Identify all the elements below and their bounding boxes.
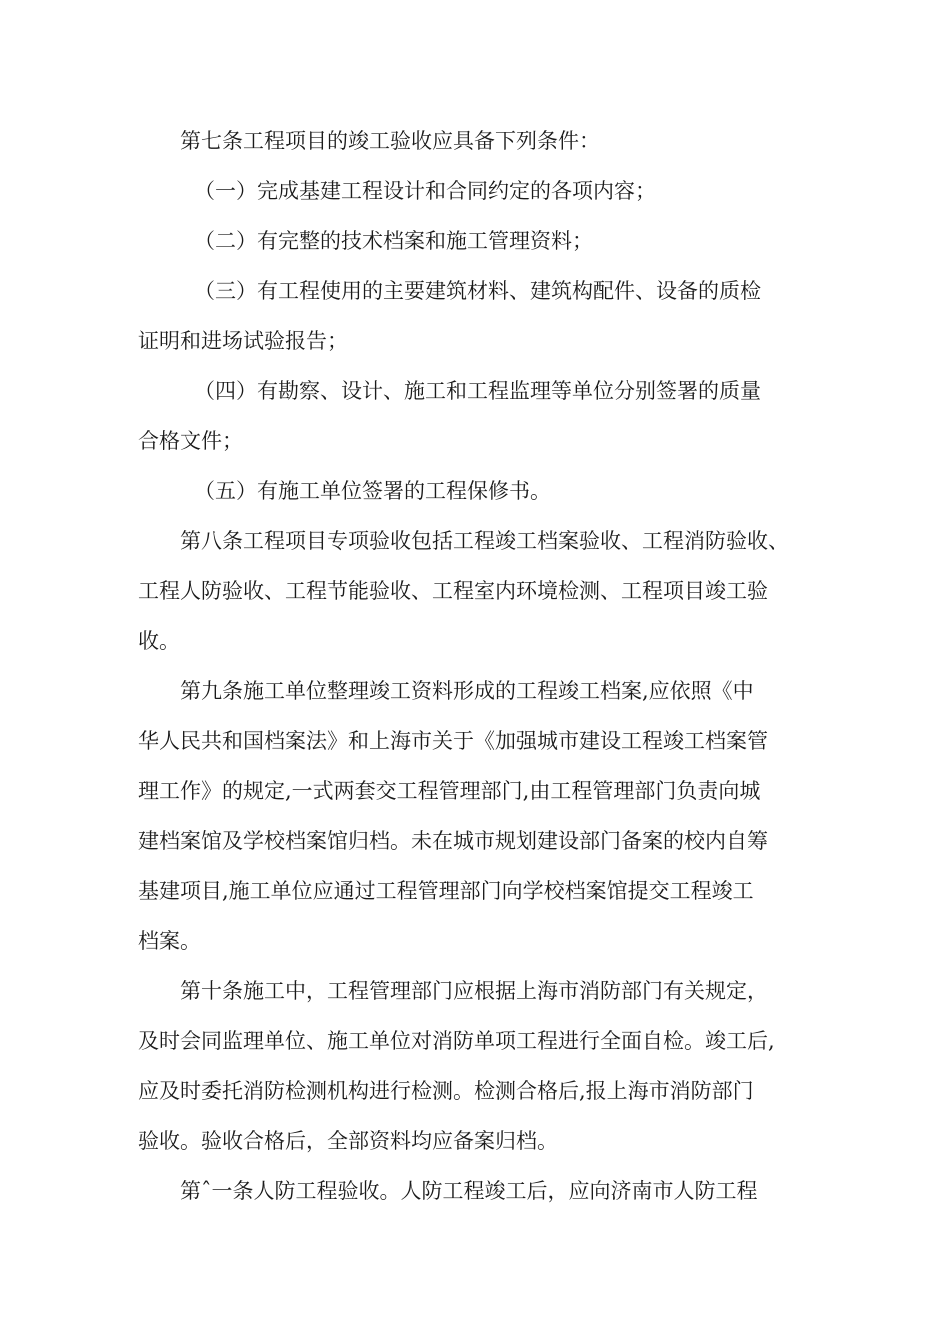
paragraph-line: （五）有施工单位签署的工程保修书。	[194, 479, 551, 503]
paragraph-line: 第ˆ一条人防工程验收。人防工程竣工后，应向济南市人防工程	[180, 1179, 758, 1203]
paragraph-line: （三）有工程使用的主要建筑材料、建筑构配件、设备的质检	[194, 279, 761, 303]
paragraph-line: 理工作》的规定,一式两套交工程管理部门,由工程管理部门负责向城	[138, 779, 761, 803]
paragraph-line: 第十条施工中，工程管理部门应根据上海市消防部门有关规定，	[180, 979, 768, 1003]
paragraph-line: （一）完成基建工程设计和合同约定的各项内容；	[194, 179, 656, 203]
paragraph-line: 第九条施工单位整理竣工资料形成的工程竣工档案,应依照《中	[180, 679, 754, 703]
paragraph-line: 档案。	[138, 929, 201, 953]
paragraph-line: 华人民共和国档案法》和上海市关于《加强城市建设工程竣工档案管	[138, 729, 768, 753]
paragraph-line: 验收。验收合格后，全部资料均应备案归档。	[138, 1129, 558, 1153]
paragraph-line: 应及时委托消防检测机构进行检测。检测合格后,报上海市消防部门	[138, 1079, 754, 1103]
paragraph-line: 证明和进场试验报告；	[138, 329, 348, 353]
paragraph-line: 建档案馆及学校档案馆归档。未在城市规划建设部门备案的校内自筹	[138, 829, 768, 853]
paragraph-line: 合格文件；	[138, 429, 243, 453]
paragraph-line: 及时会同监理单位、施工单位对消防单项工程进行全面自检。竣工后,	[138, 1029, 775, 1053]
paragraph-line: 工程人防验收、工程节能验收、工程室内环境检测、工程项目竣工验	[138, 579, 768, 603]
paragraph-line: （二）有完整的技术档案和施工管理资料；	[194, 229, 593, 253]
paragraph-line: 第八条工程项目专项验收包括工程竣工档案验收、工程消防验收、	[180, 529, 789, 553]
paragraph-line: 基建项目,施工单位应通过工程管理部门向学校档案馆提交工程竣工	[138, 879, 754, 903]
paragraph-line: （四）有勘察、设计、施工和工程监理等单位分别签署的质量	[194, 379, 761, 403]
paragraph-line: 第七条工程项目的竣工验收应具备下列条件：	[180, 129, 600, 153]
paragraph-line: 收。	[138, 629, 180, 653]
